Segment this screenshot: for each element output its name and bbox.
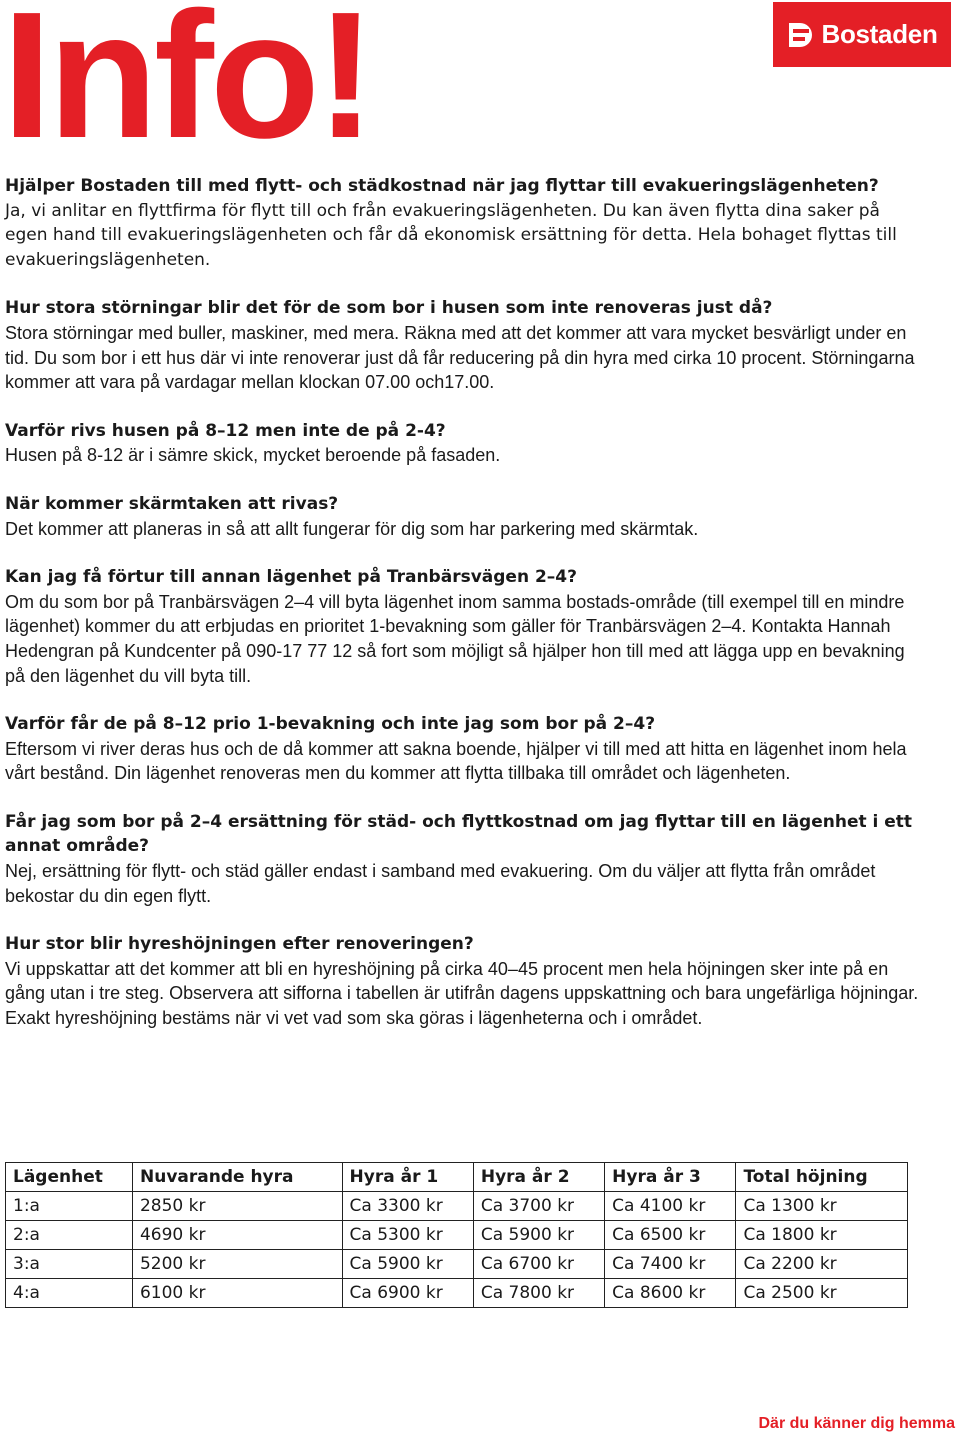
rent-increase-table	[5, 1162, 908, 1308]
table-cell: Ca 7400 kr	[605, 1250, 736, 1279]
table-header-row	[6, 1163, 908, 1192]
page-title: Info!	[2, 0, 372, 176]
table-cell: Ca 2200 kr	[736, 1250, 908, 1279]
faq-item	[5, 565, 925, 688]
faq-item	[5, 296, 925, 394]
table-cell: Ca 3300 kr	[342, 1192, 473, 1221]
faq-item	[5, 174, 925, 272]
logo-text: Bostaden	[821, 19, 938, 49]
table-cell: Ca 1800 kr	[736, 1221, 908, 1250]
table-cell: Ca 7800 kr	[473, 1279, 604, 1308]
faq-item	[5, 932, 925, 1030]
faq-question: Hur stor blir hyreshöjningen efter renoveringen?	[5, 934, 474, 955]
faq-question: Hur stora störningar blir det för de som bor i husen som inte renoveras just då?	[5, 298, 773, 319]
table-cell: 4:a	[6, 1279, 133, 1308]
column-header: Total höjning	[736, 1163, 908, 1192]
faq-answer: Stora störningar med buller, maskiner, med mera. Räkna med att det kommer att vara mycket besvärligt under en tid. Du som bor i ett hus där vi inte renoverar just då får reducering på din hyra med cirka 10 procent. Störningarna kommer att vara på vardagar mellan klockan 07.00 och17.00.	[5, 322, 915, 393]
faq-question: Får jag som bor på 2–4 ersättning för städ- och flyttkostnad om jag flyttar till en lägenhet i ett annat område?	[5, 811, 913, 857]
table-cell: Ca 8600 kr	[605, 1279, 736, 1308]
bostaden-logo	[773, 2, 951, 67]
footer-tagline: Där du känner dig hemma	[758, 1415, 955, 1432]
faq-answer: Ja, vi anlitar en flyttfirma för flytt till och från evakueringslägenheten. Du kan även flytta dina saker på egen hand till evakueringslägenheten och får då ekonomisk ersättning för detta. Hela bohaget flyttas till evakueringslägenheten.	[5, 200, 897, 270]
table-cell: 5200 kr	[132, 1250, 342, 1279]
faq-item	[5, 492, 925, 541]
table-cell: 4690 kr	[132, 1221, 342, 1250]
column-header: Lägenhet	[6, 1163, 133, 1192]
faq-question: Varför får de på 8–12 prio 1-bevakning och inte jag som bor på 2–4?	[5, 714, 656, 735]
table-cell: Ca 2500 kr	[736, 1279, 908, 1308]
faq-answer: Det kommer att planeras in så att allt fungerar för dig som har parkering med skärmtak.	[5, 518, 699, 539]
table-cell: Ca 6900 kr	[342, 1279, 473, 1308]
faq-answer: Vi uppskattar att det kommer att bli en hyreshöjning på cirka 40–45 procent men hela höjningen sker inte på en gång utan i tre steg. Observera att sifforna i tabellen är utifrån dagens uppskattning och bara ungefärliga höjningar. Exakt hyreshöjning bestäms när vi vet vad som ska göras i lägenheterna och i området.	[5, 958, 919, 1029]
table-cell: Ca 1300 kr	[736, 1192, 908, 1221]
faq-section	[5, 174, 925, 1055]
table-cell: 1:a	[6, 1192, 133, 1221]
table-cell: Ca 6700 kr	[473, 1250, 604, 1279]
faq-item	[5, 419, 925, 468]
table-cell: 2850 kr	[132, 1192, 342, 1221]
table-row	[6, 1250, 908, 1279]
table-row	[6, 1279, 908, 1308]
table-cell: Ca 6500 kr	[605, 1221, 736, 1250]
faq-answer: Om du som bor på Tranbärsvägen 2–4 vill byta lägenhet inom samma bostads-område (till exempel till en mindre lägenhet) kommer du att erbjudas en prioritet 1-bevakning som gäller för Tranbärsvägen 2–4. Kontakta Hannah Hedengran på Kundcenter på 090-17 77 12 så fort som möjligt så hjälper hon till med att lägga upp en bevakning på den lägenhet du vill byta till.	[5, 591, 905, 686]
faq-question: När kommer skärmtaken att rivas?	[5, 493, 339, 514]
column-header: Hyra år 3	[605, 1163, 736, 1192]
table-cell: 3:a	[6, 1250, 133, 1279]
column-header: Nuvarande hyra	[132, 1163, 342, 1192]
faq-question: Varför rivs husen på 8–12 men inte de på 2-4?	[5, 420, 446, 441]
table-cell: Ca 5900 kr	[473, 1221, 604, 1250]
table-row	[6, 1192, 908, 1221]
table-cell: Ca 5300 kr	[342, 1221, 473, 1250]
table-cell: 6100 kr	[132, 1279, 342, 1308]
column-header: Hyra år 1	[342, 1163, 473, 1192]
column-header: Hyra år 2	[473, 1163, 604, 1192]
faq-answer: Eftersom vi river deras hus och de då kommer att sakna boende, hjälper vi till med att hitta en lägenhet inom hela vårt bestånd. Din lägenhet renoveras men du kommer att flytta tillbaka till området och lägenheten.	[5, 738, 907, 784]
faq-answer: Nej, ersättning för flytt- och städ gäller endast i samband med evakuering. Om du väljer att flytta från området bekostar du din egen flytt.	[5, 861, 876, 906]
faq-item	[5, 810, 925, 908]
faq-item	[5, 712, 925, 786]
table-cell: Ca 3700 kr	[473, 1192, 604, 1221]
table-cell: Ca 4100 kr	[605, 1192, 736, 1221]
table-cell: 2:a	[6, 1221, 133, 1250]
table-row	[6, 1221, 908, 1250]
faq-answer: Husen på 8-12 är i sämre skick, mycket beroende på fasaden.	[5, 445, 501, 466]
faq-question: Kan jag få förtur till annan lägenhet på Tranbärsvägen 2–4?	[5, 567, 577, 588]
faq-question: Hjälper Bostaden till med flytt- och städkostnad när jag flyttar till evakueringslägenheten?	[5, 176, 879, 196]
bostaden-logo-icon	[786, 20, 816, 50]
table-cell: Ca 5900 kr	[342, 1250, 473, 1279]
